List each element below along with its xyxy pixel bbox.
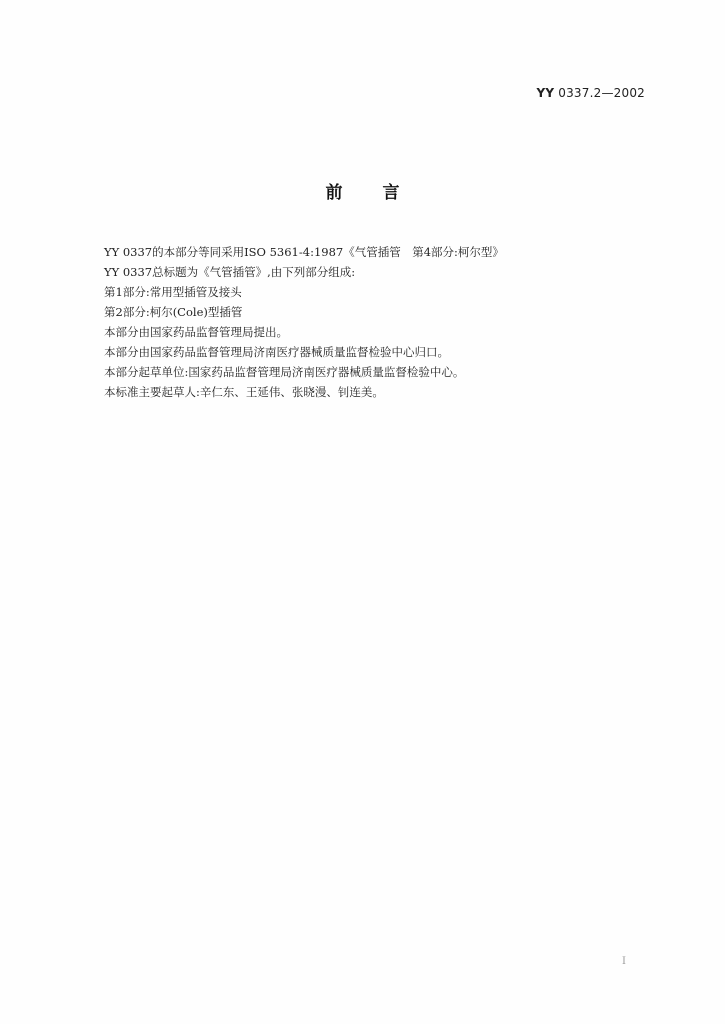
- foreword-title-char-2: 言: [382, 183, 400, 203]
- standard-number: [536, 86, 645, 100]
- foreword-paragraph: 本部分由国家药品监督管理局提出。: [104, 325, 288, 339]
- foreword-paragraph: YY 0337的本部分等同采用ISO 5361-4:1987《气管插管 第4部分:柯尔型》: [104, 245, 504, 259]
- foreword-paragraph: 本部分起草单位:国家药品监督管理局济南医疗器械质量监督检验中心。: [104, 365, 465, 379]
- foreword-paragraph: 第1部分:常用型插管及接头: [104, 285, 242, 299]
- foreword-title-char-1: 前: [325, 183, 343, 203]
- foreword-body: [104, 242, 644, 402]
- foreword-paragraph: 本部分由国家药品监督管理局济南医疗器械质量监督检验中心归口。: [104, 345, 449, 359]
- standard-code: 0337.2—2002: [558, 86, 645, 100]
- standard-prefix: YY: [536, 86, 555, 100]
- foreword-paragraph: 第2部分:柯尔(Cole)型插管: [104, 305, 243, 319]
- foreword-paragraph: 本标准主要起草人:辛仁东、王延伟、张晓漫、钊连美。: [104, 385, 384, 399]
- foreword-title: [0, 178, 725, 203]
- foreword-paragraph: YY 0337总标题为《气管插管》,由下列部分组成:: [104, 265, 356, 279]
- page-number: I: [622, 956, 626, 967]
